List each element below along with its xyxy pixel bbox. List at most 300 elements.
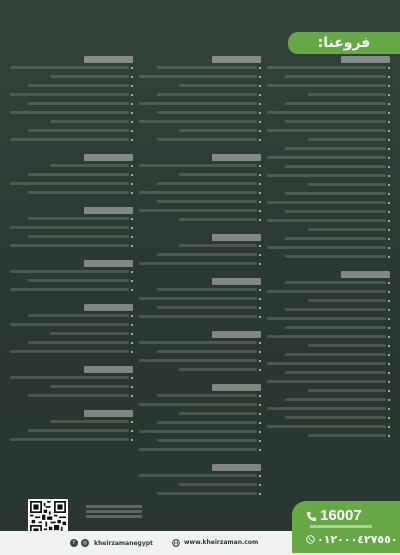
branch-item [139,438,262,445]
bullet-icon [388,112,390,114]
branch-address [10,182,129,185]
branch-address [157,253,258,256]
branch-item [139,110,262,117]
branch-address [308,299,387,302]
branch-address [285,75,386,78]
branch-address [139,102,258,105]
bullet-icon [388,318,390,320]
branch-item [139,447,262,454]
branch-item [267,164,390,171]
branch-address [28,394,129,397]
branch-section [139,464,262,498]
branch-address [139,315,258,318]
bullet-icon [388,417,390,419]
branch-address [50,332,129,335]
bullet-icon [259,404,261,406]
branch-item [139,181,262,188]
whatsapp-icon [306,535,315,544]
bullet-icon [259,201,261,203]
footer [0,497,400,555]
branch-item [10,428,133,435]
bullet-icon [131,130,133,132]
branch-item [267,298,390,305]
branch-address [267,66,386,69]
branch-address [285,102,386,105]
bullet-icon [388,94,390,96]
bullet-icon [388,130,390,132]
branch-item [10,83,133,90]
branch-address [157,182,258,185]
bullet-icon [131,280,133,282]
bullet-icon [131,395,133,397]
bullet-icon [259,94,261,96]
bullet-icon [388,238,390,240]
section-heading [84,260,133,267]
branch-section [10,366,133,402]
qr-caption [72,503,142,520]
section-heading [212,464,261,471]
branch-item [139,101,262,108]
branch-item [10,349,133,356]
branch-section [10,304,133,358]
branch-address [157,111,258,114]
bullet-icon [259,395,261,397]
bullet-icon [131,421,133,423]
branch-address [267,174,386,177]
bullet-icon [131,245,133,247]
branch-item [139,411,262,418]
branch-item [10,278,133,285]
branch-address [285,308,386,311]
branch-address [157,439,258,442]
branch-item [267,433,390,440]
bullet-icon [259,351,261,353]
bullet-icon [388,354,390,356]
globe-icon [172,539,180,547]
bullet-icon [259,219,261,221]
branch-section [139,278,262,323]
bullet-icon [131,192,133,194]
bullet-icon [131,112,133,114]
bullet-icon [388,408,390,410]
website-link[interactable]: www.kheirzaman.com [184,539,259,546]
branch-address [157,138,258,141]
branch-item [139,172,262,179]
branch-address [308,344,387,347]
branch-item [267,173,390,180]
bullet-icon [388,390,390,392]
bullet-icon [259,263,261,265]
bullet-icon [388,148,390,150]
branch-address [285,165,386,168]
bullet-icon [388,399,390,401]
branch-item [10,128,133,135]
branch-item [10,322,133,329]
branch-item [267,254,390,261]
branch-address [28,314,129,317]
branch-item [267,101,390,108]
branch-address [157,492,258,495]
branch-address [179,244,258,247]
branch-address [139,359,258,362]
branch-item [139,393,262,400]
bullet-icon [259,289,261,291]
branch-item [10,384,133,391]
branch-address [157,421,258,424]
bullet-icon [131,76,133,78]
branch-address [179,173,258,176]
branch-section [267,271,390,442]
branch-item [267,218,390,225]
branch-section [10,154,133,199]
hotline-number[interactable]: 16007 [320,507,362,524]
branch-item [267,209,390,216]
section-heading [212,384,261,391]
branch-item [139,137,262,144]
bullet-icon [388,256,390,258]
branch-item [10,74,133,81]
branch-address [10,350,129,353]
bullet-icon [388,435,390,437]
branch-section [10,207,133,252]
branch-item [139,287,262,294]
bullet-icon [131,165,133,167]
bullet-icon [259,210,261,212]
branch-item [267,92,390,99]
branch-item [139,261,262,268]
branch-address [50,420,129,423]
branch-item [139,358,262,365]
branch-section [139,154,262,226]
branch-column [10,56,133,498]
branch-item [267,280,390,287]
section-heading [84,410,133,417]
branch-item [10,216,133,223]
branch-item [267,128,390,135]
bullet-icon [388,372,390,374]
branch-address [28,102,129,105]
bullet-icon [388,193,390,195]
branch-item [267,245,390,252]
branch-address [157,306,258,309]
bullet-icon [388,363,390,365]
branch-item [10,137,133,144]
branch-address [267,219,386,222]
branch-section [267,56,390,263]
branch-address [267,380,386,383]
branch-address [50,120,129,123]
branch-address [10,66,129,69]
branch-item [139,163,262,170]
branch-section [10,56,133,146]
branch-item [10,101,133,108]
branch-address [50,164,129,167]
branch-address [28,429,129,432]
branch-address [285,281,386,284]
bullet-icon [131,94,133,96]
section-heading [84,154,133,161]
branch-item [139,296,262,303]
branch-address [10,438,129,441]
bullet-icon [259,440,261,442]
branch-address [10,323,129,326]
branch-item [10,163,133,170]
bullet-icon [131,289,133,291]
bullet-icon [388,247,390,249]
bullet-icon [388,67,390,69]
branch-address [285,210,386,213]
branch-address [139,262,258,265]
branch-item [139,482,262,489]
branch-address [28,235,129,238]
bullet-icon [131,85,133,87]
social-handle[interactable]: kheirzamanegypt [94,539,153,547]
branch-section [139,56,262,146]
bullet-icon [388,103,390,105]
branch-item [139,217,262,224]
branch-address [10,138,129,141]
branch-address [179,483,258,486]
facebook-icon[interactable]: f [70,539,78,547]
bullet-icon [388,85,390,87]
branch-item [10,269,133,276]
branch-item [267,307,390,314]
branch-address [10,270,129,273]
branch-address [308,93,387,96]
branch-item [139,208,262,215]
branch-address [308,434,387,437]
branch-address [267,290,386,293]
qr-caption-line [86,505,142,508]
bullet-icon [259,130,261,132]
branch-item [267,424,390,431]
branch-item [10,119,133,126]
bullet-icon [259,342,261,344]
branch-address [157,66,258,69]
branch-address [10,376,129,379]
section-heading [341,271,390,278]
branch-address [28,129,129,132]
bullet-icon [259,183,261,185]
branch-item [267,191,390,198]
section-heading [84,304,133,311]
branch-address [139,209,258,212]
bullet-icon [388,345,390,347]
section-heading [212,56,261,63]
title-banner [288,32,400,54]
branch-item [139,190,262,197]
branch-item [267,379,390,386]
branch-item [139,199,262,206]
branch-address [28,279,129,282]
branch-item [267,388,390,395]
branch-item [10,92,133,99]
branch-item [10,190,133,197]
branch-address [157,200,258,203]
branch-address [139,341,258,344]
bullet-icon [131,324,133,326]
branch-address [285,371,386,374]
branch-item [10,375,133,382]
bullet-icon [131,227,133,229]
bullet-icon [388,426,390,428]
bullet-icon [131,430,133,432]
branch-address [28,341,129,344]
bullet-icon [259,316,261,318]
branch-address [139,430,258,433]
branch-item [10,65,133,72]
branch-item [139,402,262,409]
branch-address [28,191,129,194]
branch-item [267,74,390,81]
branch-item [10,172,133,179]
branch-address [285,326,386,329]
branch-item [267,227,390,234]
branch-item [10,437,133,444]
branch-address [157,350,258,353]
branch-address [179,129,258,132]
bullet-icon [388,229,390,231]
branch-item [139,340,262,347]
branch-address [139,448,258,451]
branch-address [157,394,258,397]
bullet-icon [259,254,261,256]
bullet-icon [388,184,390,186]
branch-address [285,255,386,258]
bullet-icon [259,449,261,451]
branch-address [285,120,386,123]
branch-address [179,218,258,221]
branch-item [10,181,133,188]
section-heading [84,56,133,63]
section-heading [212,278,261,285]
branch-item [139,92,262,99]
bullet-icon [388,166,390,168]
branch-item [139,119,262,126]
branch-address [285,237,386,240]
branch-item [10,287,133,294]
branch-item [139,473,262,480]
bullet-icon [388,211,390,213]
branch-item [267,119,390,126]
branch-item [267,370,390,377]
branch-item [267,236,390,243]
branch-item [267,352,390,359]
branch-item [267,155,390,162]
branch-address [10,111,129,114]
branch-item [139,74,262,81]
instagram-icon[interactable]: ◎ [82,540,88,546]
bullet-icon [388,309,390,311]
bullet-icon [388,327,390,329]
branch-address [157,93,258,96]
branch-address [285,353,386,356]
branch-address [285,147,386,150]
branch-item [267,334,390,341]
section-heading [212,234,261,241]
bullet-icon [259,422,261,424]
bullet-icon [388,291,390,293]
bullet-icon [131,67,133,69]
bullet-icon [259,174,261,176]
branch-item [267,343,390,350]
branch-address [139,474,258,477]
qr-caption-line [86,515,142,518]
branch-address [267,335,386,338]
bullet-icon [131,342,133,344]
branch-item [10,340,133,347]
page-title: فروعنا: [317,35,371,51]
bullet-icon [259,245,261,247]
branch-address [308,183,387,186]
bullet-icon [388,175,390,177]
branch-address [267,246,386,249]
bullet-icon [388,300,390,302]
branch-item [10,110,133,117]
branch-item [139,305,262,312]
bullet-icon [259,431,261,433]
bullet-icon [259,307,261,309]
branch-item [267,406,390,413]
branch-address [157,288,258,291]
bullet-icon [131,386,133,388]
branch-item [139,429,262,436]
bullet-icon [259,360,261,362]
branch-item [267,200,390,207]
branch-item [267,182,390,189]
branch-address [267,425,386,428]
branch-address [10,226,129,229]
branch-item [267,415,390,422]
branch-address [267,317,386,320]
bullet-icon [388,336,390,338]
bullet-icon [259,85,261,87]
section-heading [84,207,133,214]
branch-address [267,84,386,87]
branch-address [308,138,387,141]
bullet-icon [131,183,133,185]
bullet-icon [131,121,133,123]
branch-item [267,65,390,72]
bullet-icon [388,220,390,222]
branch-item [10,243,133,250]
branch-item [267,137,390,144]
branch-item [10,234,133,241]
bullet-icon [131,218,133,220]
branch-address [28,173,129,176]
qr-caption-line [86,510,142,513]
bullet-icon [259,121,261,123]
branch-columns [10,56,390,498]
phone-number[interactable]: ٠١٢٠٠٠٤٢٧٥٥٠ [317,533,398,546]
bullet-icon [259,413,261,415]
bullet-icon [259,112,261,114]
branch-address [10,244,129,247]
branch-item [10,225,133,232]
section-heading [341,56,390,63]
section-heading [84,366,133,373]
branch-address [139,297,258,300]
branch-item [139,420,262,427]
branch-address [28,84,129,87]
bullet-icon [131,174,133,176]
bullet-icon [259,192,261,194]
branch-column [139,56,262,498]
branch-address [10,93,129,96]
bullet-icon [259,67,261,69]
branch-address [308,228,387,231]
branch-item [267,289,390,296]
